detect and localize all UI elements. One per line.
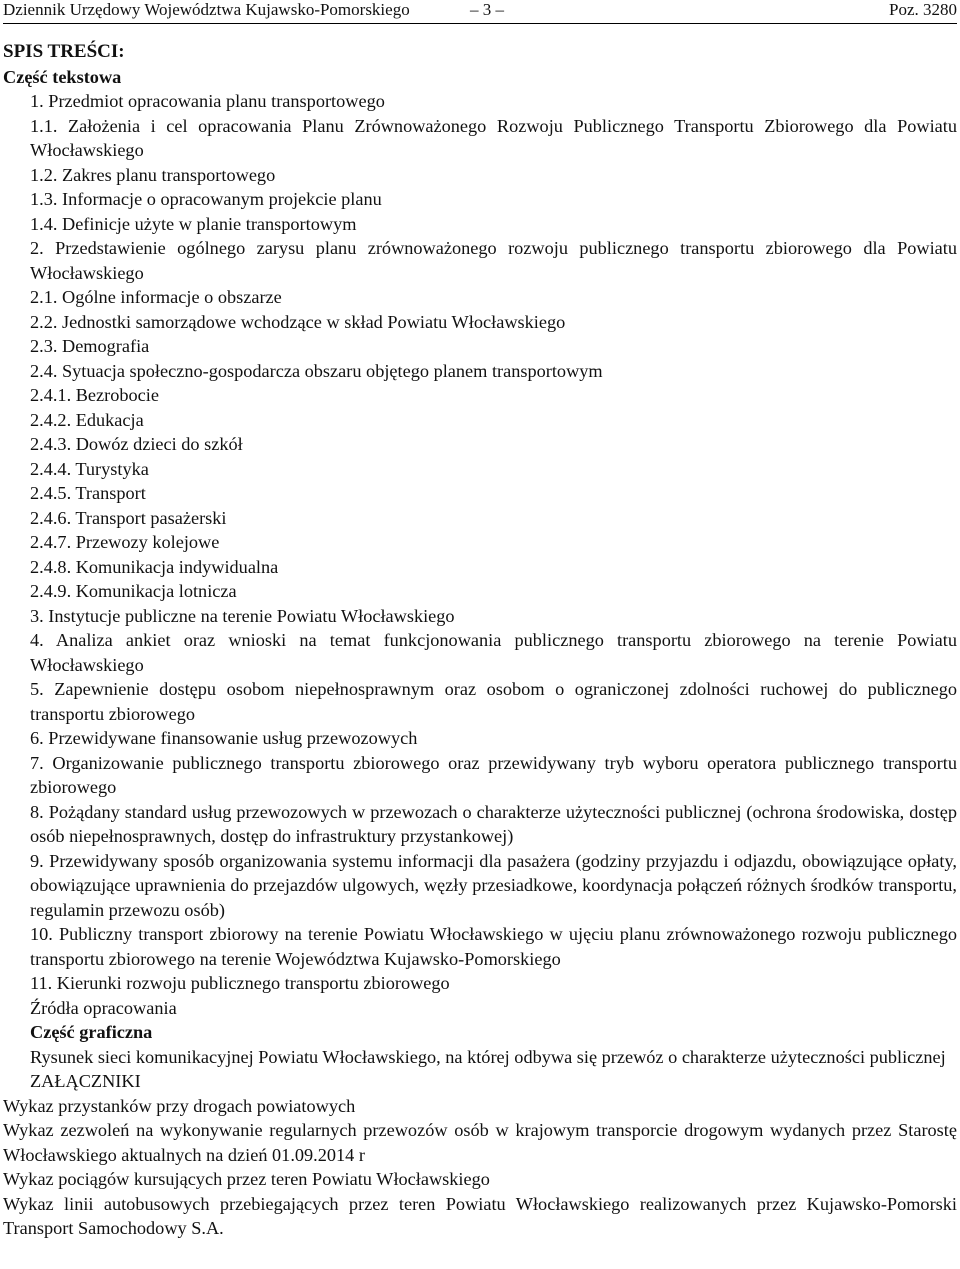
toc-entry: 2.4.6. Transport pasażerski (30, 507, 227, 528)
table-of-contents (3, 40, 957, 1241)
toc-entry: 11. Kierunki rozwoju publicznego transportu zbiorowego (30, 973, 450, 993)
header-divider (3, 23, 957, 24)
toc-entry: 2.4.1. Bezrobocie (30, 385, 159, 405)
journal-name: Dziennik Urzędowy Województwa Kujawsko-Pomorskiego (3, 0, 410, 19)
toc-entry: 2. Przedstawienie ogólnego zarysu planu zrównoważonego rozwoju publicznego transportu zbiorowego dla Powiatu Włocławskiego (30, 238, 957, 283)
toc-entry: 2.4.3. Dowóz dzieci do szkół (30, 434, 243, 454)
toc-entry: 2.4.9. Komunikacja lotnicza (30, 581, 237, 601)
toc-entry: 8. Pożądany standard usług przewozowych w przewozach o charakterze użyteczności publicznej (ochrona środowiska, dostęp osób niepełnosprawnych, dostęp do infrastruktury przystankowej) (30, 801, 957, 846)
toc-entry: 2.1. Ogólne informacje o obszarze (30, 287, 282, 307)
toc-entry: 2.4. Sytuacja społeczno-gospodarcza obszaru objętego planem transportowym (30, 360, 603, 381)
toc-entry: 9. Przewidywany sposób organizowania systemu informacji dla pasażera (godziny przyjazdu i odjazdu, obowiązujące opłaty, obowiązujące uprawnienia do przejazdów ulgowych, węzły przesiadkowe, koordynacja połączeń różnych środków transportu, regulamin przewozu osób) (30, 850, 957, 920)
section-heading-text-part: Część tekstowa (3, 66, 122, 87)
annex-entry: Wykaz linii autobusowych przebiegających przez teren Powiatu Włocławskiego realizowanych przez Kujawsko-Pomorski Transport Samochodowy S.A. (3, 1193, 957, 1238)
toc-entry: 2.2. Jednostki samorządowe wchodzące w skład Powiatu Włocławskiego (30, 311, 566, 332)
page-header (3, 0, 957, 22)
annex-heading: ZAŁĄCZNIKI (30, 1071, 141, 1091)
graphic-entry: Rysunek sieci komunikacyjnej Powiatu Włocławskiego, na której odbywa się przewóz o charakterze użyteczności publicznej (30, 1046, 946, 1067)
toc-entry: 3. Instytucje publiczne na terenie Powiatu Włocławskiego (30, 605, 455, 626)
annex-entry: Wykaz zezwoleń na wykonywanie regularnych przewozów osób w krajowym transporcie drogowym wydanych przez Starostę Włocławskiego aktualnych na dzień 01.09.2014 r (3, 1120, 957, 1165)
toc-entry: 2.3. Demografia (30, 336, 150, 356)
page-number: – 3 – (470, 0, 504, 19)
toc-entry: 5. Zapewnienie dostępu osobom niepełnosprawnym oraz osobom o ograniczonej zdolności ruchowej do publicznego transportu zbiorowego (30, 679, 957, 724)
toc-entry: 1.1. Założenia i cel opracowania Planu Zrównoważonego Rozwoju Publicznego Transportu Zbiorowego dla Powiatu Włocławskiego (30, 115, 957, 160)
toc-entry: 10. Publiczny transport zbiorowy na terenie Powiatu Włocławskiego w ujęciu planu zrównoważonego rozwoju publicznego transportu zbiorowego na terenie Województwa Kujawsko-Pomorskiego (30, 924, 957, 969)
annex-entry: Wykaz pociągów kursujących przez teren Powiatu Włocławskiego (3, 1169, 490, 1189)
toc-entry: 2.4.5. Transport (30, 483, 146, 503)
toc-entry: 2.4.7. Przewozy kolejowe (30, 532, 220, 552)
toc-entry: 2.4.2. Edukacja (30, 409, 144, 430)
toc-entry: 1. Przedmiot opracowania planu transportowego (30, 91, 385, 111)
position-number: Poz. 3280 (889, 0, 957, 19)
toc-entry: 2.4.8. Komunikacja indywidualna (30, 556, 279, 577)
toc-entry: 6. Przewidywane finansowanie usług przewozowych (30, 728, 418, 748)
toc-entry: 2.4.4. Turystyka (30, 458, 149, 479)
toc-entry: 1.2. Zakres planu transportowego (30, 164, 276, 185)
toc-entry: 1.4. Definicje użyte w planie transportowym (30, 213, 357, 234)
toc-entry: Źródła opracowania (30, 997, 177, 1018)
annex-entry: Wykaz przystanków przy drogach powiatowych (3, 1095, 356, 1116)
toc-entry: 4. Analiza ankiet oraz wnioski na temat funkcjonowania publicznego transportu zbiorowego na terenie Powiatu Włocławskiego (30, 630, 957, 675)
toc-entry: 1.3. Informacje o opracowanym projekcie planu (30, 189, 382, 209)
toc-title: SPIS TREŚCI: (3, 41, 125, 62)
section-heading-graphic-part: Część graficzna (30, 1022, 153, 1042)
toc-entry: 7. Organizowanie publicznego transportu zbiorowego oraz przewidywany tryb wyboru operatora publicznego transportu zbiorowego (30, 752, 957, 797)
